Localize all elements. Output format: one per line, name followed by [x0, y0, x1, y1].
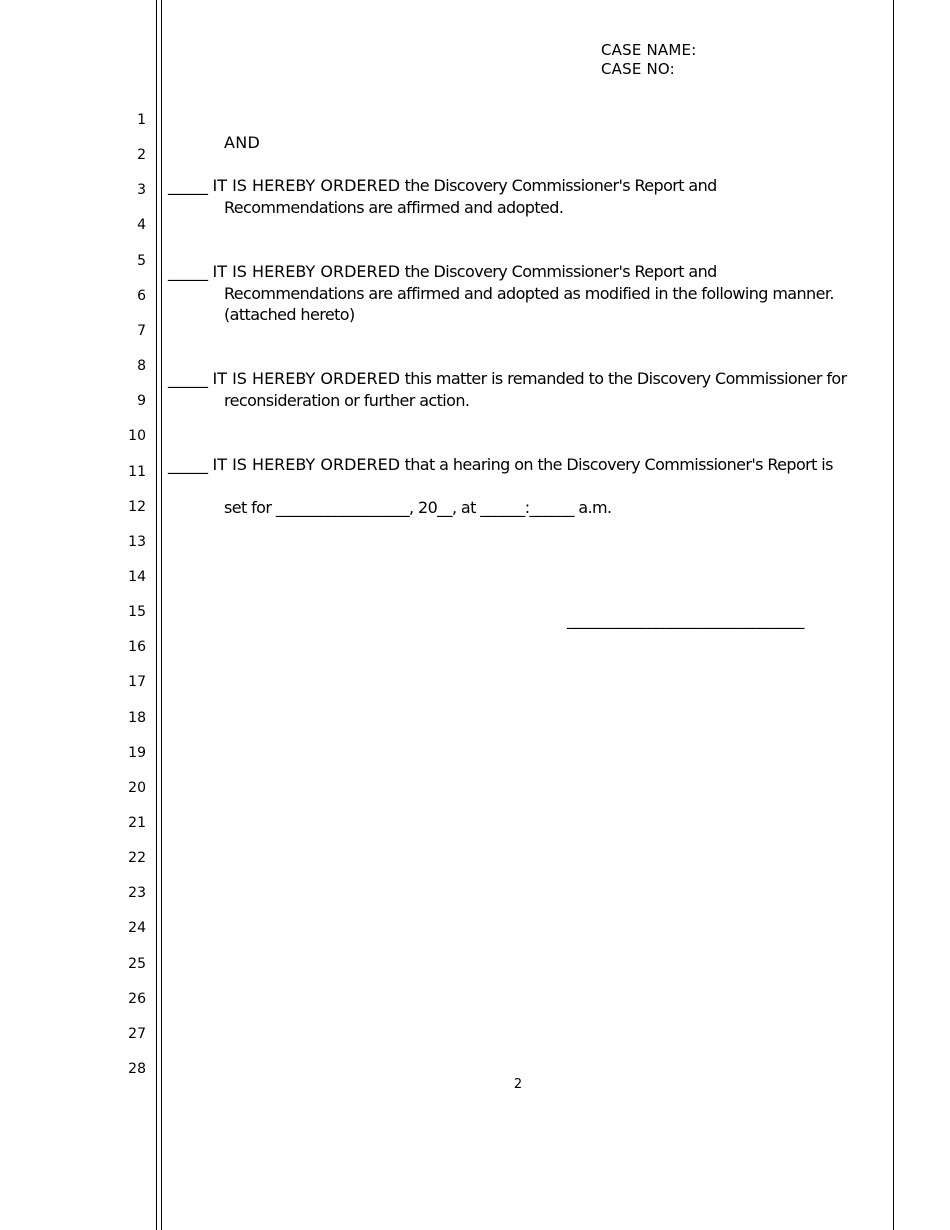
order-text-continued: Recommendations are affirmed and adopted.: [224, 197, 564, 217]
line-number: 3: [137, 182, 146, 198]
line-number: 16: [128, 639, 146, 655]
order-text: the Discovery Commissioner's Report and: [404, 262, 717, 281]
left-margin-rule-inner: [161, 0, 162, 1230]
order-lead: IT IS HEREBY ORDERED: [212, 369, 401, 388]
line-number: 24: [128, 920, 146, 936]
line-number: 14: [128, 569, 146, 585]
line-number: 4: [137, 217, 146, 233]
line-number: 22: [128, 850, 146, 866]
line-number: 21: [128, 815, 146, 831]
order-text-continued: reconsideration or further action.: [224, 390, 470, 410]
right-margin-rule: [893, 0, 894, 1230]
case-no-label: CASE NO:: [601, 60, 675, 78]
line-number: 8: [137, 358, 146, 374]
signature-line: ________________________________: [567, 610, 804, 629]
order-text-continued: Recommendations are affirmed and adopted as modified in the following manner.: [224, 283, 834, 303]
order-blank: _____: [168, 176, 208, 195]
line-number: 20: [128, 780, 146, 796]
line-number: 19: [128, 745, 146, 761]
and-text: AND: [224, 133, 261, 152]
order-text: this matter is remanded to the Discovery Commissioner for: [404, 369, 847, 388]
left-margin-rule-outer: [156, 0, 157, 1230]
line-number: 27: [128, 1026, 146, 1042]
order-lead: IT IS HEREBY ORDERED: [212, 455, 401, 474]
order-paragraph-affirmed: [168, 175, 717, 218]
line-number: 18: [128, 710, 146, 726]
case-header: [601, 41, 696, 79]
case-name-label: CASE NAME:: [601, 41, 697, 59]
line-number: 2: [137, 147, 146, 163]
line-number: 7: [137, 323, 146, 339]
line-number: 13: [128, 534, 146, 550]
line-number: 28: [128, 1061, 146, 1077]
order-text: that a hearing on the Discovery Commissioner's Report is: [404, 455, 833, 474]
line-number: 10: [128, 428, 146, 444]
line-number: 23: [128, 885, 146, 901]
line-number: 26: [128, 991, 146, 1007]
hearing-date-line: set for __________________, 20__, at ______:______ a.m.: [224, 498, 612, 517]
line-number: 12: [128, 499, 146, 515]
order-lead: IT IS HEREBY ORDERED: [212, 176, 401, 195]
order-blank: _____: [168, 369, 208, 388]
line-number: 6: [137, 288, 146, 304]
order-paragraph-hearing: [168, 454, 833, 476]
order-paragraph-remanded: [168, 368, 847, 411]
line-number: 1: [137, 112, 146, 128]
line-number: 9: [137, 393, 146, 409]
order-blank: _____: [168, 455, 208, 474]
line-number: 17: [128, 674, 146, 690]
order-text-attached: (attached hereto): [224, 305, 355, 324]
line-number: 11: [128, 464, 146, 480]
line-number: 25: [128, 956, 146, 972]
order-blank: _____: [168, 262, 208, 281]
line-number: 15: [128, 604, 146, 620]
line-number: 5: [137, 253, 146, 269]
order-text: the Discovery Commissioner's Report and: [404, 176, 717, 195]
order-paragraph-modified: [168, 261, 834, 326]
order-lead: IT IS HEREBY ORDERED: [212, 262, 401, 281]
page-number: 2: [513, 1077, 523, 1092]
